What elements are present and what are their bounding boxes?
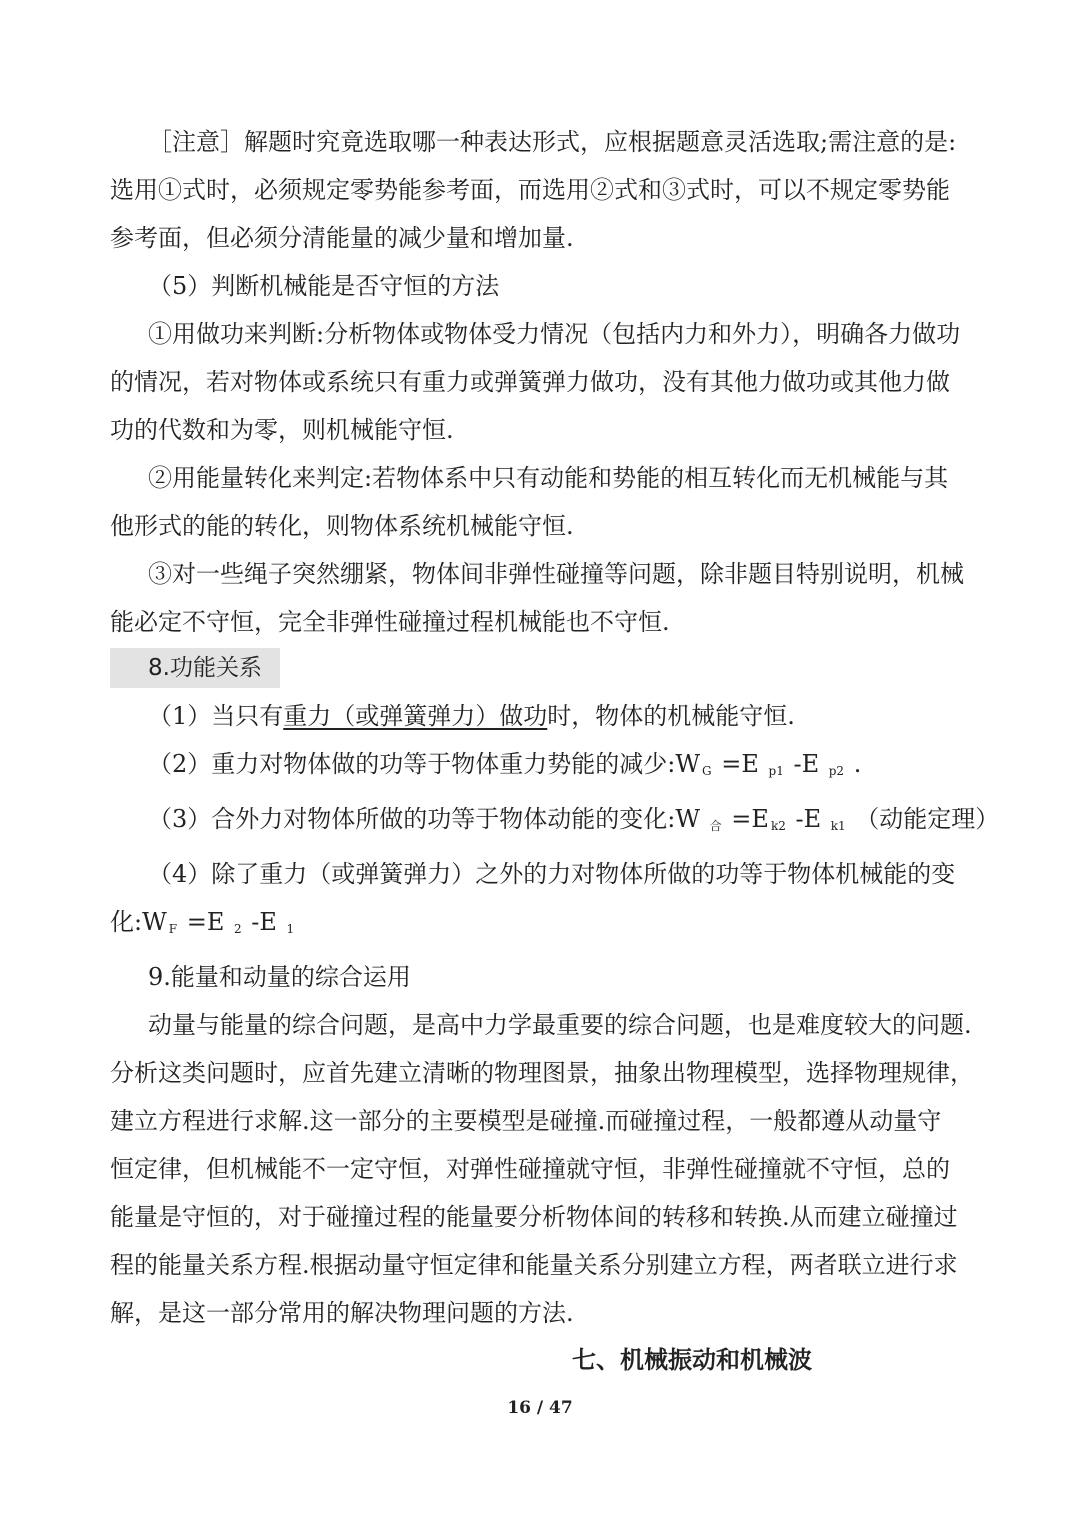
subscript-1: 1 bbox=[286, 922, 295, 936]
subscript-he: 合 bbox=[709, 819, 722, 833]
method-item-2-line: ②用能量转化来判定:若物体系中只有动能和势能的相互转化而无机械能与其 bbox=[148, 464, 949, 492]
relation-1 bbox=[110, 692, 982, 740]
subscript-p2: p2 bbox=[828, 764, 845, 778]
method-item-2 bbox=[110, 454, 982, 550]
section-8-heading: 8.功能关系 bbox=[110, 648, 280, 688]
section-9-heading: 9.能量和动量的综合运用 bbox=[148, 963, 411, 991]
relation-3-text: （3）合外力对物体所做的功等于物体动能的变化:W bbox=[148, 805, 708, 833]
relation-1-prefix: （1）当只有 bbox=[148, 702, 284, 730]
section-9-line: 能量是守恒的，对于碰撞过程的能量要分析物体间的转移和转换.从而建立碰撞过 bbox=[110, 1203, 958, 1231]
equals: =E bbox=[713, 750, 767, 778]
section-9-line: 程的能量关系方程.根据动量守恒定律和能量关系分别建立方程，两者联立进行求 bbox=[110, 1251, 958, 1279]
equals: =E bbox=[723, 805, 769, 833]
note-paragraph bbox=[110, 118, 982, 262]
section-9-line: 建立方程进行求解.这一部分的主要模型是碰撞.而碰撞过程，一般都遵从动量守 bbox=[110, 1107, 942, 1135]
subscript-k2: k2 bbox=[770, 819, 786, 833]
minus: -E bbox=[785, 750, 827, 778]
page-number: 16 / 47 bbox=[507, 1398, 573, 1418]
method-item-3 bbox=[110, 550, 982, 646]
minus: -E bbox=[787, 805, 829, 833]
relation-4-line-1: （4）除了重力（或弹簧弹力）之外的力对物体所做的功等于物体机械能的变 bbox=[148, 860, 956, 888]
method-item-1 bbox=[110, 310, 982, 454]
note-line: 参考面，但必须分清能量的减少量和增加量. bbox=[110, 224, 574, 252]
method-item-1-line: 的情况，若对物体或系统只有重力或弹簧弹力做功，没有其他力做功或其他力做 bbox=[110, 368, 950, 396]
section-9-line: 分析这类问题时，应首先建立清晰的物理图景，抽象出物理模型，选择物理规律， bbox=[110, 1059, 974, 1087]
method-item-3-line: ③对一些绳子突然绷紧，物体间非弹性碰撞等问题，除非题目特别说明，机械 bbox=[148, 560, 964, 588]
note-line: 选用①式时，必须规定零势能参考面，而选用②式和③式时，可以不规定零势能 bbox=[110, 176, 950, 204]
method-title: （5）判断机械能是否守恒的方法 bbox=[148, 272, 500, 300]
subscript-g: G bbox=[702, 764, 712, 778]
equals: =E bbox=[179, 908, 232, 936]
relation-1-suffix: 时，物体的机械能守恒. bbox=[547, 702, 795, 730]
minus: -E bbox=[243, 908, 285, 936]
chapter-title: 七、机械振动和机械波 bbox=[572, 1346, 812, 1374]
section-9-line: 恒定律，但机械能不一定守恒，对弹性碰撞就守恒，非弹性碰撞就不守恒，总的 bbox=[110, 1155, 950, 1183]
period: . bbox=[846, 750, 862, 778]
section-9-line: 动量与能量的综合问题，是高中力学最重要的综合问题，也是难度较大的问题. bbox=[148, 1011, 972, 1039]
method-item-1-line: 功的代数和为零，则机械能守恒. bbox=[110, 416, 454, 444]
relation-4-text: 化:W bbox=[110, 908, 167, 936]
theorem-note: （动能定理） bbox=[847, 805, 1000, 833]
subscript-f: F bbox=[168, 922, 178, 936]
subscript-k1: k1 bbox=[830, 819, 846, 833]
subscript-2: 2 bbox=[233, 922, 242, 936]
relation-3 bbox=[110, 795, 1000, 850]
relation-4-line-2 bbox=[110, 898, 982, 953]
method-item-1-line: ①用做功来判断:分析物体或物体受力情况（包括内力和外力），明确各力做功 bbox=[148, 320, 961, 348]
note-line: ［注意］解题时究竟选取哪一种表达形式，应根据题意灵活选取;需注意的是: bbox=[148, 128, 957, 156]
section-8-heading-wrap bbox=[110, 646, 982, 692]
relation-2-text: （2）重力对物体做的功等于物体重力势能的减少:W bbox=[148, 750, 701, 778]
section-9-paragraph bbox=[110, 1001, 982, 1337]
section-9-line: 解，是这一部分常用的解决物理问题的方法. bbox=[110, 1299, 574, 1327]
relation-4 bbox=[110, 850, 982, 953]
subscript-p1: p1 bbox=[768, 764, 784, 778]
method-item-2-line: 他形式的能的转化，则物体系统机械能守恒. bbox=[110, 512, 574, 540]
method-item-3-line: 能必定不守恒，完全非弹性碰撞过程机械能也不守恒. bbox=[110, 608, 670, 636]
relation-2 bbox=[110, 740, 982, 795]
relation-1-underlined: 重力（或弹簧弹力）做功 bbox=[283, 702, 548, 730]
document-body bbox=[110, 118, 1000, 1337]
